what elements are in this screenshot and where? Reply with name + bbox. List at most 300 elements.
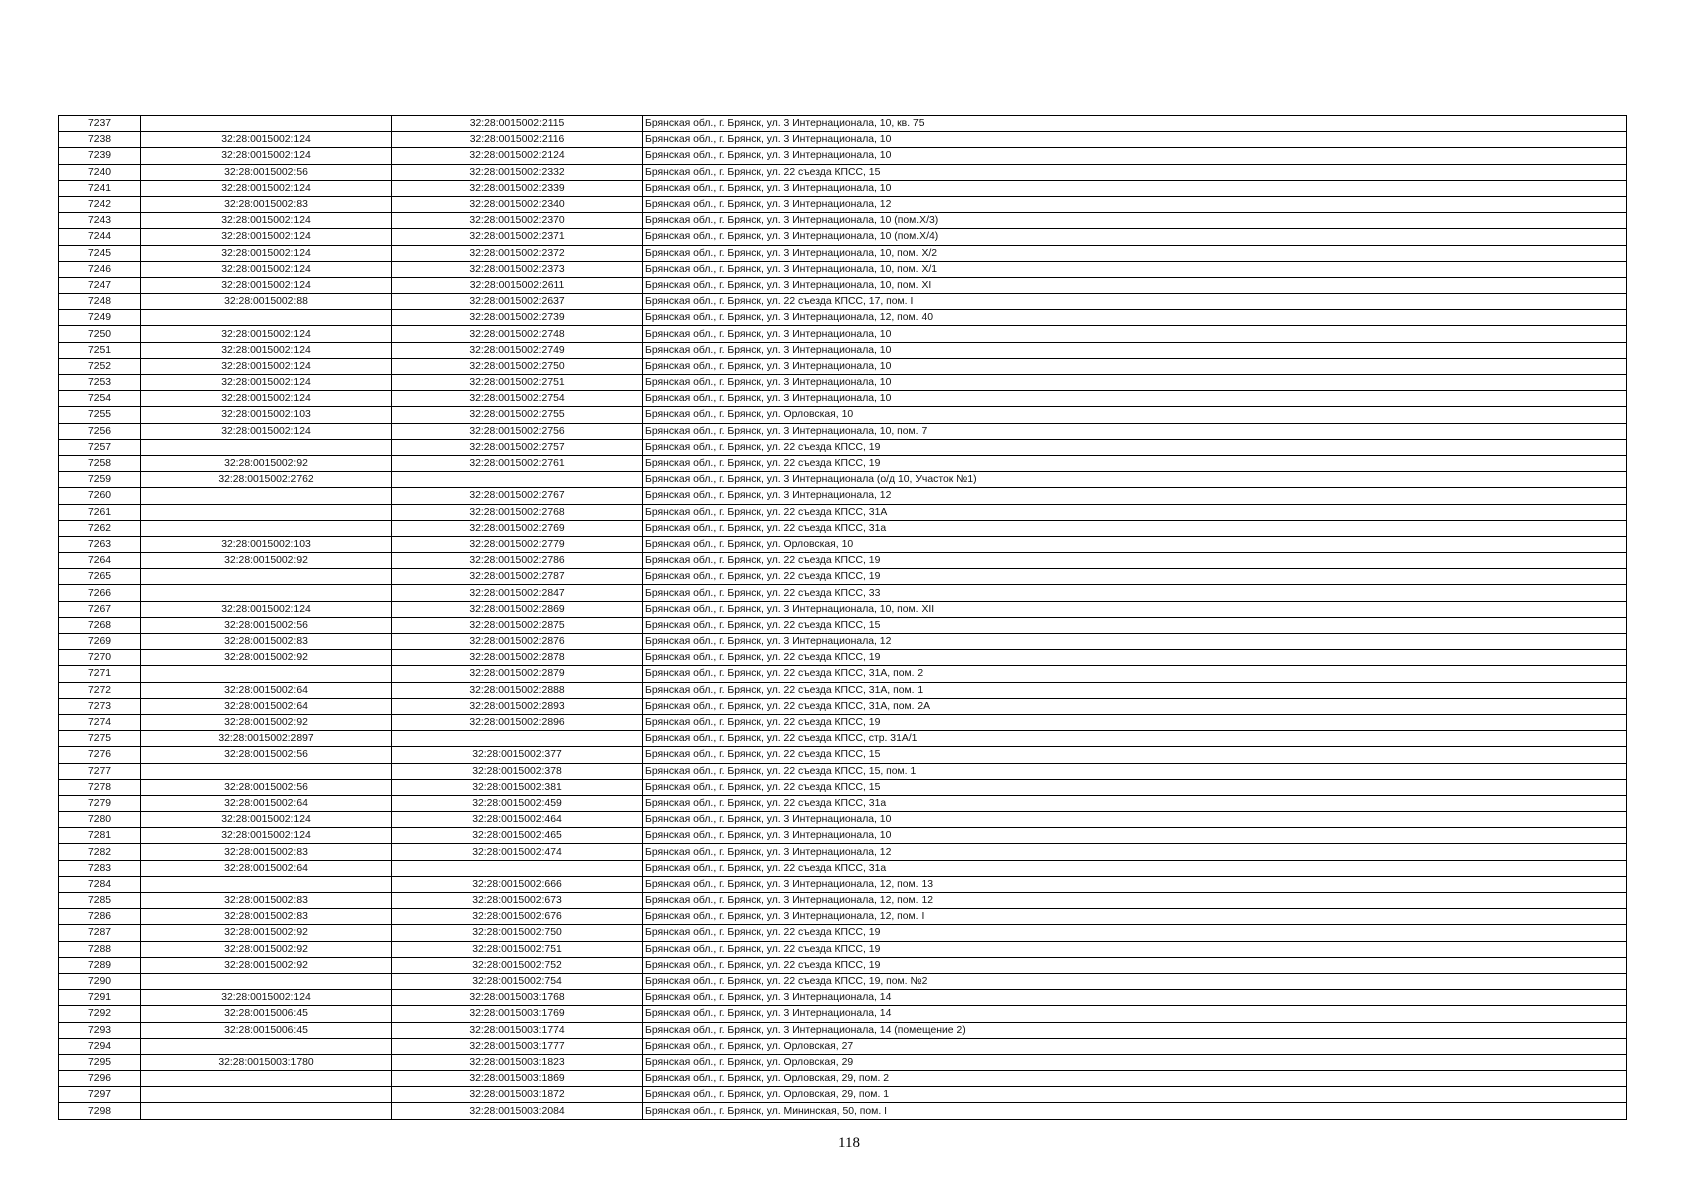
table-row [59, 569, 1627, 585]
row-number-cell: 7258 [59, 455, 141, 471]
table-row [59, 714, 1627, 730]
cadastral-number-cell: 32:28:0015002:752 [392, 957, 643, 973]
parent-cadastral-number-cell [141, 1087, 392, 1103]
parent-cadastral-number-cell: 32:28:0015002:92 [141, 650, 392, 666]
parent-cadastral-number-cell: 32:28:0015002:56 [141, 747, 392, 763]
table-row [59, 860, 1627, 876]
parent-cadastral-number-cell: 32:28:0015002:124 [141, 229, 392, 245]
table-row [59, 747, 1627, 763]
table-row [59, 504, 1627, 520]
table-row [59, 650, 1627, 666]
parent-cadastral-number-cell: 32:28:0015006:45 [141, 1006, 392, 1022]
cadastral-number-cell: 32:28:0015002:2757 [392, 439, 643, 455]
address-cell: Брянская обл., г. Брянск, ул. 3 Интернационала, 12, пом. I [643, 909, 1627, 925]
row-number-cell: 7268 [59, 617, 141, 633]
row-number-cell: 7266 [59, 585, 141, 601]
table-row [59, 407, 1627, 423]
cadastral-number-cell: 32:28:0015002:2371 [392, 229, 643, 245]
cadastral-number-cell: 32:28:0015002:2786 [392, 553, 643, 569]
row-number-cell: 7278 [59, 779, 141, 795]
row-number-cell: 7294 [59, 1038, 141, 1054]
cadastral-number-cell: 32:28:0015002:2748 [392, 326, 643, 342]
table-row [59, 391, 1627, 407]
address-cell: Брянская обл., г. Брянск, ул. 3 Интернационала, 14 [643, 1006, 1627, 1022]
cadastral-number-cell: 32:28:0015002:2896 [392, 714, 643, 730]
cadastral-number-cell: 32:28:0015002:464 [392, 812, 643, 828]
cadastral-number-cell: 32:28:0015002:2340 [392, 196, 643, 212]
table-row [59, 132, 1627, 148]
row-number-cell: 7246 [59, 261, 141, 277]
table-row [59, 682, 1627, 698]
parent-cadastral-number-cell: 32:28:0015002:124 [141, 391, 392, 407]
property-table [58, 115, 1627, 1120]
parent-cadastral-number-cell: 32:28:0015002:2897 [141, 731, 392, 747]
cadastral-number-cell: 32:28:0015002:2755 [392, 407, 643, 423]
cadastral-number-cell [392, 731, 643, 747]
cadastral-number-cell: 32:28:0015002:2115 [392, 116, 643, 132]
parent-cadastral-number-cell [141, 1038, 392, 1054]
row-number-cell: 7295 [59, 1054, 141, 1070]
parent-cadastral-number-cell: 32:28:0015002:124 [141, 148, 392, 164]
parent-cadastral-number-cell: 32:28:0015002:124 [141, 180, 392, 196]
table-row [59, 342, 1627, 358]
row-number-cell: 7238 [59, 132, 141, 148]
table-row [59, 358, 1627, 374]
address-cell: Брянская обл., г. Брянск, ул. 3 Интернационала, 10 (пом.Х/3) [643, 213, 1627, 229]
row-number-cell: 7267 [59, 601, 141, 617]
row-number-cell: 7279 [59, 795, 141, 811]
row-number-cell: 7271 [59, 666, 141, 682]
table-row [59, 1103, 1627, 1119]
address-cell: Брянская обл., г. Брянск, ул. 22 съезда КПСС, 31А, пом. 2А [643, 698, 1627, 714]
address-cell: Брянская обл., г. Брянск, ул. 3 Интернационала, 12, пом. 12 [643, 893, 1627, 909]
address-cell: Брянская обл., г. Брянск, ул. 22 съезда КПСС, 31А, пом. 1 [643, 682, 1627, 698]
address-cell: Брянская обл., г. Брянск, ул. 22 съезда КПСС, 15 [643, 164, 1627, 180]
table-row [59, 245, 1627, 261]
address-cell: Брянская обл., г. Брянск, ул. 3 Интернационала (о/д 10, Участок №1) [643, 472, 1627, 488]
parent-cadastral-number-cell [141, 488, 392, 504]
cadastral-number-cell: 32:28:0015002:754 [392, 973, 643, 989]
address-cell: Брянская обл., г. Брянск, ул. 3 Интернационала, 10, пом. XI [643, 277, 1627, 293]
row-number-cell: 7253 [59, 375, 141, 391]
table-row [59, 876, 1627, 892]
cadastral-number-cell: 32:28:0015002:2767 [392, 488, 643, 504]
table-row [59, 1071, 1627, 1087]
address-cell: Брянская обл., г. Брянск, ул. 3 Интернационала, 14 (помещение 2) [643, 1022, 1627, 1038]
table-row [59, 148, 1627, 164]
parent-cadastral-number-cell: 32:28:0015002:124 [141, 326, 392, 342]
address-cell: Брянская обл., г. Брянск, ул. 22 съезда КПСС, стр. 31А/1 [643, 731, 1627, 747]
cadastral-number-cell: 32:28:0015002:2888 [392, 682, 643, 698]
address-cell: Брянская обл., г. Брянск, ул. 22 съезда КПСС, 31а [643, 520, 1627, 536]
parent-cadastral-number-cell [141, 569, 392, 585]
address-cell: Брянская обл., г. Брянск, ул. 22 съезда КПСС, 15 [643, 779, 1627, 795]
table-row [59, 310, 1627, 326]
parent-cadastral-number-cell [141, 116, 392, 132]
row-number-cell: 7244 [59, 229, 141, 245]
table-row [59, 229, 1627, 245]
row-number-cell: 7259 [59, 472, 141, 488]
address-cell: Брянская обл., г. Брянск, ул. Орловская, 29, пом. 2 [643, 1071, 1627, 1087]
row-number-cell: 7265 [59, 569, 141, 585]
address-cell: Брянская обл., г. Брянск, ул. 3 Интернационала, 12 [643, 634, 1627, 650]
address-cell: Брянская обл., г. Брянск, ул. 3 Интернационала, 10 [643, 342, 1627, 358]
cadastral-number-cell: 32:28:0015002:751 [392, 941, 643, 957]
table-row [59, 196, 1627, 212]
cadastral-number-cell [392, 860, 643, 876]
table-row [59, 844, 1627, 860]
row-number-cell: 7252 [59, 358, 141, 374]
table-row [59, 795, 1627, 811]
parent-cadastral-number-cell: 32:28:0015006:45 [141, 1022, 392, 1038]
row-number-cell: 7297 [59, 1087, 141, 1103]
row-number-cell: 7287 [59, 925, 141, 941]
page-number: 118 [838, 1135, 860, 1151]
address-cell: Брянская обл., г. Брянск, ул. 3 Интернационала, 14 [643, 990, 1627, 1006]
cadastral-number-cell: 32:28:0015002:2879 [392, 666, 643, 682]
address-cell: Брянская обл., г. Брянск, ул. 22 съезда КПСС, 19 [643, 553, 1627, 569]
address-cell: Брянская обл., г. Брянск, ул. 3 Интернационала, 12 [643, 196, 1627, 212]
cadastral-number-cell: 32:28:0015002:2749 [392, 342, 643, 358]
row-number-cell: 7286 [59, 909, 141, 925]
address-cell: Брянская обл., г. Брянск, ул. 3 Интернационала, 12 [643, 844, 1627, 860]
cadastral-number-cell: 32:28:0015002:666 [392, 876, 643, 892]
table-row [59, 731, 1627, 747]
address-cell: Брянская обл., г. Брянск, ул. Орловская, 10 [643, 407, 1627, 423]
parent-cadastral-number-cell: 32:28:0015002:124 [141, 245, 392, 261]
address-cell: Брянская обл., г. Брянск, ул. 3 Интернационала, 10 [643, 326, 1627, 342]
parent-cadastral-number-cell [141, 666, 392, 682]
parent-cadastral-number-cell: 32:28:0015002:124 [141, 277, 392, 293]
parent-cadastral-number-cell [141, 763, 392, 779]
row-number-cell: 7247 [59, 277, 141, 293]
row-number-cell: 7237 [59, 116, 141, 132]
table-row [59, 213, 1627, 229]
table-row [59, 294, 1627, 310]
cadastral-number-cell: 32:28:0015002:2372 [392, 245, 643, 261]
cadastral-number-cell: 32:28:0015002:2869 [392, 601, 643, 617]
cadastral-number-cell: 32:28:0015003:1768 [392, 990, 643, 1006]
cadastral-number-cell: 32:28:0015003:1823 [392, 1054, 643, 1070]
table-row [59, 973, 1627, 989]
cadastral-number-cell: 32:28:0015002:2756 [392, 423, 643, 439]
row-number-cell: 7250 [59, 326, 141, 342]
cadastral-number-cell: 32:28:0015002:673 [392, 893, 643, 909]
row-number-cell: 7242 [59, 196, 141, 212]
row-number-cell: 7264 [59, 553, 141, 569]
row-number-cell: 7260 [59, 488, 141, 504]
address-cell: Брянская обл., г. Брянск, ул. Мининская, 50, пом. I [643, 1103, 1627, 1119]
table-row [59, 941, 1627, 957]
parent-cadastral-number-cell: 32:28:0015002:88 [141, 294, 392, 310]
cadastral-number-cell: 32:28:0015002:2332 [392, 164, 643, 180]
row-number-cell: 7274 [59, 714, 141, 730]
parent-cadastral-number-cell: 32:28:0015002:103 [141, 536, 392, 552]
parent-cadastral-number-cell: 32:28:0015002:124 [141, 261, 392, 277]
parent-cadastral-number-cell [141, 876, 392, 892]
cadastral-number-cell: 32:28:0015002:465 [392, 828, 643, 844]
cadastral-number-cell: 32:28:0015002:2779 [392, 536, 643, 552]
row-number-cell: 7290 [59, 973, 141, 989]
row-number-cell: 7285 [59, 893, 141, 909]
parent-cadastral-number-cell [141, 973, 392, 989]
address-cell: Брянская обл., г. Брянск, ул. 22 съезда КПСС, 19, пом. №2 [643, 973, 1627, 989]
cadastral-number-cell: 32:28:0015002:2754 [392, 391, 643, 407]
table-row [59, 1022, 1627, 1038]
parent-cadastral-number-cell: 32:28:0015002:56 [141, 779, 392, 795]
table-row [59, 634, 1627, 650]
address-cell: Брянская обл., г. Брянск, ул. 3 Интернационала, 10 [643, 828, 1627, 844]
address-cell: Брянская обл., г. Брянск, ул. 3 Интернационала, 10, пом. Х/1 [643, 261, 1627, 277]
row-number-cell: 7288 [59, 941, 141, 957]
parent-cadastral-number-cell: 32:28:0015002:124 [141, 342, 392, 358]
address-cell: Брянская обл., г. Брянск, ул. 22 съезда КПСС, 19 [643, 714, 1627, 730]
parent-cadastral-number-cell: 32:28:0015003:1780 [141, 1054, 392, 1070]
row-number-cell: 7269 [59, 634, 141, 650]
parent-cadastral-number-cell: 32:28:0015002:124 [141, 828, 392, 844]
row-number-cell: 7280 [59, 812, 141, 828]
row-number-cell: 7276 [59, 747, 141, 763]
parent-cadastral-number-cell: 32:28:0015002:64 [141, 698, 392, 714]
address-cell: Брянская обл., г. Брянск, ул. 3 Интернационала, 10 [643, 812, 1627, 828]
parent-cadastral-number-cell: 32:28:0015002:92 [141, 957, 392, 973]
row-number-cell: 7283 [59, 860, 141, 876]
row-number-cell: 7298 [59, 1103, 141, 1119]
row-number-cell: 7245 [59, 245, 141, 261]
address-cell: Брянская обл., г. Брянск, ул. 22 съезда КПСС, 15 [643, 747, 1627, 763]
table-row [59, 925, 1627, 941]
table-row [59, 536, 1627, 552]
cadastral-number-cell: 32:28:0015002:2769 [392, 520, 643, 536]
parent-cadastral-number-cell: 32:28:0015002:124 [141, 132, 392, 148]
row-number-cell: 7291 [59, 990, 141, 1006]
parent-cadastral-number-cell: 32:28:0015002:83 [141, 909, 392, 925]
parent-cadastral-number-cell: 32:28:0015002:92 [141, 941, 392, 957]
address-cell: Брянская обл., г. Брянск, ул. Орловская, 29, пом. 1 [643, 1087, 1627, 1103]
cadastral-number-cell: 32:28:0015002:381 [392, 779, 643, 795]
row-number-cell: 7239 [59, 148, 141, 164]
table-row [59, 666, 1627, 682]
table-row [59, 957, 1627, 973]
parent-cadastral-number-cell [141, 1103, 392, 1119]
cadastral-number-cell: 32:28:0015002:474 [392, 844, 643, 860]
table-row [59, 1087, 1627, 1103]
parent-cadastral-number-cell: 32:28:0015002:124 [141, 358, 392, 374]
row-number-cell: 7273 [59, 698, 141, 714]
table-row [59, 1054, 1627, 1070]
table-row [59, 990, 1627, 1006]
table-row [59, 893, 1627, 909]
address-cell: Брянская обл., г. Брянск, ул. 3 Интернационала, 10, пом. 7 [643, 423, 1627, 439]
row-number-cell: 7272 [59, 682, 141, 698]
parent-cadastral-number-cell [141, 439, 392, 455]
row-number-cell: 7251 [59, 342, 141, 358]
parent-cadastral-number-cell [141, 585, 392, 601]
row-number-cell: 7254 [59, 391, 141, 407]
parent-cadastral-number-cell: 32:28:0015002:92 [141, 455, 392, 471]
cadastral-number-cell: 32:28:0015003:1774 [392, 1022, 643, 1038]
table-row [59, 472, 1627, 488]
address-cell: Брянская обл., г. Брянск, ул. Орловская, 27 [643, 1038, 1627, 1054]
cadastral-number-cell: 32:28:0015002:2637 [392, 294, 643, 310]
address-cell: Брянская обл., г. Брянск, ул. 22 съезда КПСС, 19 [643, 957, 1627, 973]
address-cell: Брянская обл., г. Брянск, ул. 22 съезда КПСС, 31А [643, 504, 1627, 520]
parent-cadastral-number-cell [141, 520, 392, 536]
address-cell: Брянская обл., г. Брянск, ул. 22 съезда КПСС, 17, пом. I [643, 294, 1627, 310]
address-cell: Брянская обл., г. Брянск, ул. 3 Интернационала, 10 [643, 391, 1627, 407]
table-row [59, 488, 1627, 504]
row-number-cell: 7262 [59, 520, 141, 536]
row-number-cell: 7292 [59, 1006, 141, 1022]
address-cell: Брянская обл., г. Брянск, ул. 3 Интернационала, 10 [643, 148, 1627, 164]
row-number-cell: 7282 [59, 844, 141, 860]
parent-cadastral-number-cell: 32:28:0015002:124 [141, 812, 392, 828]
row-number-cell: 7277 [59, 763, 141, 779]
cadastral-number-cell: 32:28:0015003:1769 [392, 1006, 643, 1022]
parent-cadastral-number-cell: 32:28:0015002:124 [141, 990, 392, 1006]
table-row [59, 277, 1627, 293]
property-table-body [59, 116, 1627, 1120]
address-cell: Брянская обл., г. Брянск, ул. 3 Интернационала, 10 [643, 180, 1627, 196]
table-row [59, 423, 1627, 439]
row-number-cell: 7270 [59, 650, 141, 666]
cadastral-number-cell: 32:28:0015002:2611 [392, 277, 643, 293]
parent-cadastral-number-cell: 32:28:0015002:103 [141, 407, 392, 423]
parent-cadastral-number-cell: 32:28:0015002:92 [141, 925, 392, 941]
cadastral-number-cell: 32:28:0015002:2124 [392, 148, 643, 164]
table-row [59, 779, 1627, 795]
address-cell: Брянская обл., г. Брянск, ул. 22 съезда КПСС, 33 [643, 585, 1627, 601]
cadastral-number-cell: 32:28:0015003:1872 [392, 1087, 643, 1103]
cadastral-number-cell: 32:28:0015002:676 [392, 909, 643, 925]
cadastral-number-cell [392, 472, 643, 488]
cadastral-number-cell: 32:28:0015003:2084 [392, 1103, 643, 1119]
table-row [59, 812, 1627, 828]
table-row [59, 763, 1627, 779]
table-row [59, 828, 1627, 844]
address-cell: Брянская обл., г. Брянск, ул. 22 съезда КПСС, 19 [643, 941, 1627, 957]
address-cell: Брянская обл., г. Брянск, ул. 3 Интернационала, 10, кв. 75 [643, 116, 1627, 132]
cadastral-number-cell: 32:28:0015002:2751 [392, 375, 643, 391]
address-cell: Брянская обл., г. Брянск, ул. 22 съезда КПСС, 31а [643, 860, 1627, 876]
cadastral-number-cell: 32:28:0015002:2878 [392, 650, 643, 666]
address-cell: Брянская обл., г. Брянск, ул. 3 Интернационала, 10 (пом.Х/4) [643, 229, 1627, 245]
parent-cadastral-number-cell: 32:28:0015002:124 [141, 423, 392, 439]
row-number-cell: 7248 [59, 294, 141, 310]
parent-cadastral-number-cell: 32:28:0015002:83 [141, 844, 392, 860]
address-cell: Брянская обл., г. Брянск, ул. 22 съезда КПСС, 15 [643, 617, 1627, 633]
parent-cadastral-number-cell: 32:28:0015002:64 [141, 860, 392, 876]
table-row [59, 1038, 1627, 1054]
row-number-cell: 7263 [59, 536, 141, 552]
table-row [59, 439, 1627, 455]
table-row [59, 116, 1627, 132]
parent-cadastral-number-cell: 32:28:0015002:124 [141, 601, 392, 617]
parent-cadastral-number-cell: 32:28:0015002:124 [141, 375, 392, 391]
parent-cadastral-number-cell: 32:28:0015002:124 [141, 213, 392, 229]
row-number-cell: 7275 [59, 731, 141, 747]
parent-cadastral-number-cell: 32:28:0015002:83 [141, 893, 392, 909]
table-row [59, 326, 1627, 342]
address-cell: Брянская обл., г. Брянск, ул. 22 съезда КПСС, 31а [643, 795, 1627, 811]
table-row [59, 180, 1627, 196]
cadastral-number-cell: 32:28:0015002:750 [392, 925, 643, 941]
cadastral-number-cell: 32:28:0015003:1869 [392, 1071, 643, 1087]
table-row [59, 455, 1627, 471]
cadastral-number-cell: 32:28:0015002:2370 [392, 213, 643, 229]
address-cell: Брянская обл., г. Брянск, ул. 3 Интернационала, 10 [643, 132, 1627, 148]
parent-cadastral-number-cell: 32:28:0015002:2762 [141, 472, 392, 488]
row-number-cell: 7255 [59, 407, 141, 423]
table-row [59, 553, 1627, 569]
cadastral-number-cell: 32:28:0015002:2116 [392, 132, 643, 148]
address-cell: Брянская обл., г. Брянск, ул. 22 съезда КПСС, 19 [643, 569, 1627, 585]
cadastral-number-cell: 32:28:0015002:377 [392, 747, 643, 763]
parent-cadastral-number-cell: 32:28:0015002:56 [141, 164, 392, 180]
cadastral-number-cell: 32:28:0015002:2893 [392, 698, 643, 714]
parent-cadastral-number-cell [141, 1071, 392, 1087]
row-number-cell: 7256 [59, 423, 141, 439]
address-cell: Брянская обл., г. Брянск, ул. 22 съезда КПСС, 15, пом. 1 [643, 763, 1627, 779]
row-number-cell: 7241 [59, 180, 141, 196]
row-number-cell: 7281 [59, 828, 141, 844]
row-number-cell: 7296 [59, 1071, 141, 1087]
cadastral-number-cell: 32:28:0015002:2373 [392, 261, 643, 277]
table-row [59, 909, 1627, 925]
parent-cadastral-number-cell [141, 504, 392, 520]
table-row [59, 617, 1627, 633]
address-cell: Брянская обл., г. Брянск, ул. 3 Интернационала, 10 [643, 358, 1627, 374]
cadastral-number-cell: 32:28:0015002:2875 [392, 617, 643, 633]
address-cell: Брянская обл., г. Брянск, ул. 3 Интернационала, 12 [643, 488, 1627, 504]
parent-cadastral-number-cell: 32:28:0015002:83 [141, 196, 392, 212]
parent-cadastral-number-cell [141, 310, 392, 326]
table-row [59, 1006, 1627, 1022]
table-row [59, 164, 1627, 180]
parent-cadastral-number-cell: 32:28:0015002:92 [141, 714, 392, 730]
address-cell: Брянская обл., г. Брянск, ул. Орловская, 10 [643, 536, 1627, 552]
address-cell: Брянская обл., г. Брянск, ул. Орловская, 29 [643, 1054, 1627, 1070]
address-cell: Брянская обл., г. Брянск, ул. 22 съезда КПСС, 19 [643, 650, 1627, 666]
row-number-cell: 7261 [59, 504, 141, 520]
table-row [59, 375, 1627, 391]
parent-cadastral-number-cell: 32:28:0015002:92 [141, 553, 392, 569]
address-cell: Брянская обл., г. Брянск, ул. 3 Интернационала, 10, пом. Х/2 [643, 245, 1627, 261]
parent-cadastral-number-cell: 32:28:0015002:64 [141, 682, 392, 698]
parent-cadastral-number-cell: 32:28:0015002:64 [141, 795, 392, 811]
address-cell: Брянская обл., г. Брянск, ул. 3 Интернационала, 12, пом. 40 [643, 310, 1627, 326]
row-number-cell: 7289 [59, 957, 141, 973]
address-cell: Брянская обл., г. Брянск, ул. 3 Интернационала, 12, пом. 13 [643, 876, 1627, 892]
row-number-cell: 7249 [59, 310, 141, 326]
cadastral-number-cell: 32:28:0015002:2768 [392, 504, 643, 520]
address-cell: Брянская обл., г. Брянск, ул. 22 съезда КПСС, 31А, пом. 2 [643, 666, 1627, 682]
table-row [59, 520, 1627, 536]
address-cell: Брянская обл., г. Брянск, ул. 22 съезда КПСС, 19 [643, 925, 1627, 941]
address-cell: Брянская обл., г. Брянск, ул. 3 Интернационала, 10, пом. XII [643, 601, 1627, 617]
table-row [59, 585, 1627, 601]
cadastral-number-cell: 32:28:0015002:378 [392, 763, 643, 779]
row-number-cell: 7284 [59, 876, 141, 892]
parent-cadastral-number-cell: 32:28:0015002:83 [141, 634, 392, 650]
row-number-cell: 7240 [59, 164, 141, 180]
cadastral-number-cell: 32:28:0015002:2339 [392, 180, 643, 196]
cadastral-number-cell: 32:28:0015002:2739 [392, 310, 643, 326]
cadastral-number-cell: 32:28:0015002:2761 [392, 455, 643, 471]
cadastral-number-cell: 32:28:0015002:459 [392, 795, 643, 811]
cadastral-number-cell: 32:28:0015002:2787 [392, 569, 643, 585]
cadastral-number-cell: 32:28:0015002:2847 [392, 585, 643, 601]
